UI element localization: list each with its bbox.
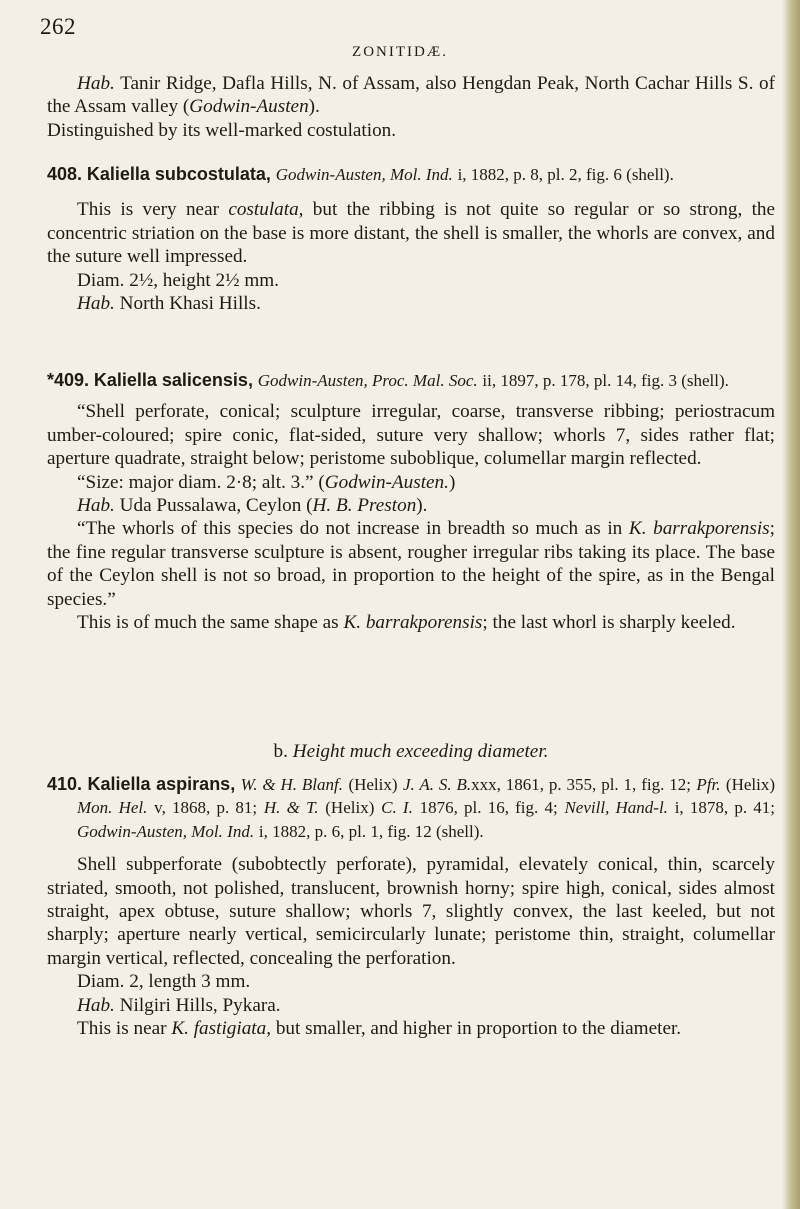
intro-habitat: Hab. Tanir Ridge, Dafla Hills, N. of Assam, also Hengdan Peak, North Cachar Hills S. of the Assam valley (Godwin-Austen). [47,73,775,118]
species-408-description: This is very near costulata, but the ribbing is not quite so regular or so strong, the concentric striation on the base is more distant, the shell is smaller, the whorls are convex, and the suture well impressed. [47,199,776,268]
species-410-diam: Diam. 2, length 3 mm. [77,971,251,993]
species-409-habitat: Hab. Uda Pussalawa, Ceylon (H. B. Preston). [77,495,428,517]
section-b-heading: b. Height much exceeding diameter. [273,741,549,762]
species-409-quote-2: “The whorls of this species do not increase in breadth so much as in K. barrakporensis; the fine regular transverse sculpture is absent, rougher irregular ribs taking its place. The base of the Ceylon shell is not so broad, in proportion to the height of the spire, as in the Bengal species.” [47,518,775,610]
species-409-comment: This is of much the same shape as K. barrakporensis; the last whorl is sharply keeled. [77,612,736,634]
species-409-size: “Size: major diam. 2·8; alt. 3.” (Godwin-Austen.) [77,471,456,493]
intro-block [47,72,775,142]
species-410-heading: 410. Kaliella aspirans, W. & H. Blanf. (Helix) J. A. S. B.xxx, 1861, p. 355, pl. 1, fig. 12; Pfr. (Helix) Mon. Hel. v, 1868, p. 81; H. & T. (Helix) C. I. 1876, pl. 16, fig. 4; Nevill, Hand-l. i, 1878, p. 41; Godwin-Austen, Mol. Ind. i, 1882, p. 6, pl. 1, fig. 12 (shell). [47,774,776,841]
species-410 [47,773,775,1040]
species-410-habitat: Hab. Nilgiri Hills, Pykara. [77,994,281,1016]
species-408-diam: Diam. 2½, height 2½ mm. [77,269,279,291]
species-409-heading: *409. Kaliella salicensis, Godwin-Austen, Proc. Mal. Soc. ii, 1897, p. 178, pl. 14, fig. 3 (shell). [47,370,729,390]
species-410-note: This is near K. fastigiata, but smaller, and higher in proportion to the diameter. [77,1018,682,1040]
running-title: ZONITIDÆ. [352,44,448,60]
species-409-quote: “Shell perforate, conical; sculpture irregular, coarse, transverse ribbing; periostracum umber-coloured; spire conic, flat-sided, suture very shallow; whorls 7, sides rather flat; aperture quadrate, straight below; peristome suboblique, columellar margin reflected. [47,401,775,470]
species-name: Kaliella subcostulata, [86,164,271,184]
species-name: Kaliella aspirans, [87,774,236,794]
intro-note: Distinguished by its well-marked costulation. [47,119,397,141]
page-number: 262 [40,14,76,39]
page-edge-shadow [782,0,800,1209]
species-410-description: Shell subperforate (subobtectly perforate), pyramidal, elevately conical, thin, scarcely striated, smooth, not polished, translucent, brownish horny; spire high, conical, sides almost straight, apex obtuse, suture shallow; whorls 7, slightly convex, the last keeled, but not sharply; aperture nearly vertical, semicircularly lunate; peristome thin, straight, columellar margin vertical, reflected, concealing the perforation. [47,854,775,969]
species-408 [47,163,775,315]
species-408-habitat: Hab. North Khasi Hills. [77,293,261,315]
species-name: Kaliella salicensis, [93,370,253,390]
species-409 [47,369,775,634]
species-408-heading: 408. Kaliella subcostulata, Godwin-Austen, Mol. Ind. i, 1882, p. 8, pl. 2, fig. 6 (shell). [47,164,674,184]
